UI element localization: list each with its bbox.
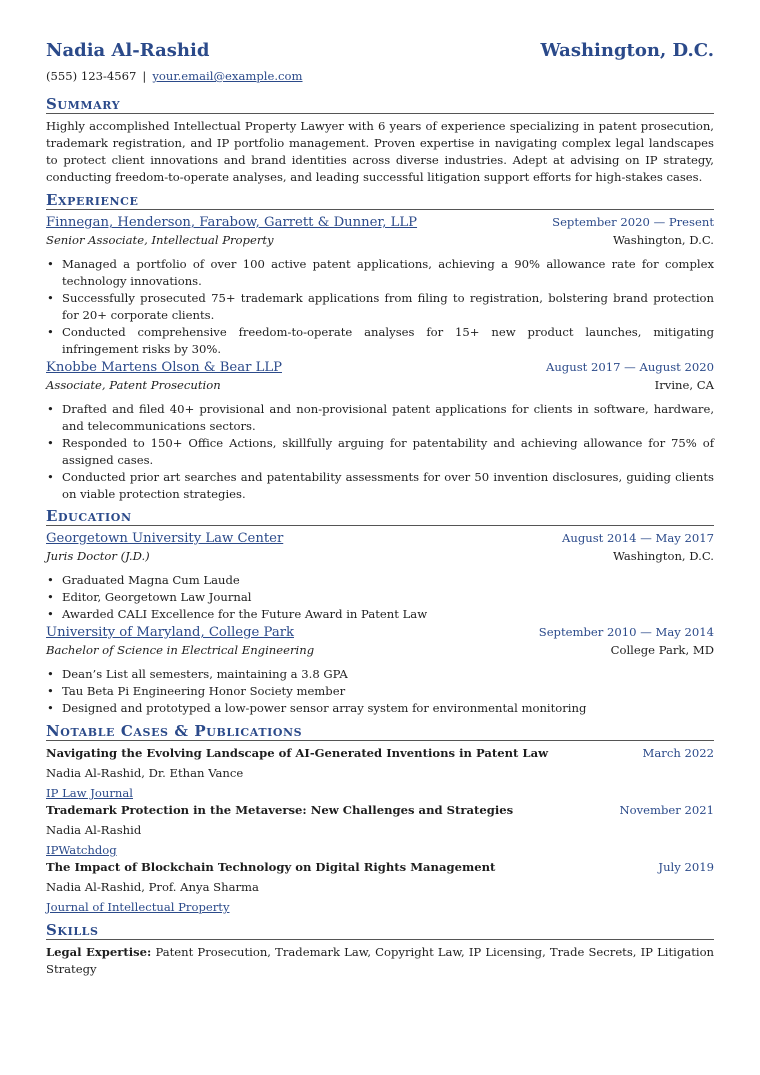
job-location: Irvine, CA	[654, 378, 714, 392]
publication-entry	[46, 745, 714, 802]
publication-venue-link[interactable]: Journal of Intellectual Property	[46, 900, 230, 914]
experience-entry	[46, 358, 714, 503]
achievement-list	[62, 401, 714, 503]
skills-line	[46, 944, 714, 978]
list-item: • Awarded CALI Excellence for the Future Award in Patent Law	[62, 606, 714, 623]
contact-separator: |	[142, 69, 147, 83]
publication-venue-link[interactable]: IP Law Journal	[46, 786, 134, 800]
publication-title: Trademark Protection in the Metaverse: New Challenges and Strategies	[46, 803, 514, 817]
list-item: • Managed a portfolio of over 100 active patent applications, achieving a 90% allowance rate for complex technology innovations.	[62, 256, 714, 290]
study-dates: September 2010 — May 2014	[538, 625, 714, 639]
school-location: Washington, D.C.	[612, 549, 714, 563]
school-link[interactable]: Georgetown University Law Center	[46, 531, 284, 546]
resume-header	[46, 38, 714, 64]
education-entry	[46, 623, 714, 717]
list-item: • Drafted and filed 40+ provisional and non-provisional patent applications for clients in software, hardware, and telecommunications sectors.	[62, 401, 714, 435]
list-item: • Tau Beta Pi Engineering Honor Society member	[62, 683, 714, 700]
summary-text: Highly accomplished Intellectual Property Lawyer with 6 years of experience specializing in patent prosecution, trademark registration, and IP portfolio management. Proven expertise in navigating complex legal landscapes to protect client innovations and brand identities across diverse industries. Adept at advising on IP strategy, conducting freedom-to-operate analyses, and leading successful litigation support efforts for high-stakes cases.	[46, 119, 714, 184]
employment-dates: August 2017 — August 2020	[545, 360, 714, 374]
list-item: • Conducted comprehensive freedom-to-operate analyses for 15+ new product launches, mitigating infringement risks by 30%.	[62, 324, 714, 358]
publication-entry	[46, 859, 714, 916]
phone-number: (555) 123-4567	[46, 69, 137, 83]
contact-line	[46, 68, 714, 85]
publication-date: July 2019	[658, 860, 714, 874]
study-dates: August 2014 — May 2017	[561, 531, 714, 545]
job-title: Senior Associate, Intellectual Property	[46, 233, 274, 247]
list-item: • Successfully prosecuted 75+ trademark applications from filing to registration, bolstering brand protection for 20+ corporate clients.	[62, 290, 714, 324]
list-item: • Graduated Magna Cum Laude	[62, 572, 714, 589]
publication-venue-link[interactable]: IPWatchdog	[46, 843, 117, 857]
candidate-location: Washington, D.C.	[540, 40, 714, 61]
employment-dates: September 2020 — Present	[552, 215, 714, 229]
employer-link[interactable]: Finnegan, Henderson, Farabow, Garrett & Dunner, LLP	[46, 215, 418, 230]
section-title-experience: Experience	[46, 191, 714, 210]
publications-section	[46, 722, 714, 916]
job-location: Washington, D.C.	[612, 233, 714, 247]
publication-title: The Impact of Blockchain Technology on Digital Rights Management	[46, 860, 496, 874]
section-title-education: Education	[46, 507, 714, 526]
skills-category-label: Legal Expertise:	[46, 945, 152, 959]
publication-date: November 2021	[619, 803, 714, 817]
school-location: College Park, MD	[610, 643, 714, 657]
publication-authors: Nadia Al-Rashid, Dr. Ethan Vance	[46, 766, 244, 780]
section-title-publications: Notable Cases & Publications	[46, 722, 714, 741]
school-link[interactable]: University of Maryland, College Park	[46, 625, 294, 640]
job-title: Associate, Patent Prosecution	[46, 378, 221, 392]
degree: Juris Doctor (J.D.)	[46, 549, 150, 563]
list-item: • Editor, Georgetown Law Journal	[62, 589, 714, 606]
experience-entry	[46, 213, 714, 358]
employer-link[interactable]: Knobbe Martens Olson & Bear LLP	[46, 360, 282, 375]
section-title-summary: Summary	[46, 95, 714, 114]
publication-title: Navigating the Evolving Landscape of AI-Generated Inventions in Patent Law	[46, 746, 549, 760]
list-item: • Conducted prior art searches and patentability assessments for over 50 invention disclosures, guiding clients on viable protection strategies.	[62, 469, 714, 503]
honors-list	[62, 572, 714, 623]
publication-authors: Nadia Al-Rashid, Prof. Anya Sharma	[46, 880, 259, 894]
candidate-name: Nadia Al-Rashid	[46, 40, 210, 61]
achievement-list	[62, 256, 714, 358]
skills-section	[46, 921, 714, 978]
list-item: • Responded to 150+ Office Actions, skillfully arguing for patentability and achieving allowance for 75% of assigned cases.	[62, 435, 714, 469]
skills-list: Patent Prosecution, Trademark Law, Copyright Law, IP Licensing, Trade Secrets, IP Litigation Strategy	[46, 945, 715, 976]
publication-authors: Nadia Al-Rashid	[46, 823, 142, 837]
degree: Bachelor of Science in Electrical Engineering	[46, 643, 315, 657]
email-link[interactable]: your.email@example.com	[152, 69, 303, 83]
publication-entry	[46, 802, 714, 859]
education-section	[46, 507, 714, 717]
list-item: • Designed and prototyped a low-power sensor array system for environmental monitoring	[62, 700, 714, 717]
list-item: • Dean’s List all semesters, maintaining a 3.8 GPA	[62, 666, 714, 683]
section-title-skills: Skills	[46, 921, 714, 940]
experience-section	[46, 191, 714, 503]
summary-section	[46, 95, 714, 186]
publication-date: March 2022	[642, 746, 714, 760]
education-entry	[46, 529, 714, 623]
honors-list	[62, 666, 714, 717]
